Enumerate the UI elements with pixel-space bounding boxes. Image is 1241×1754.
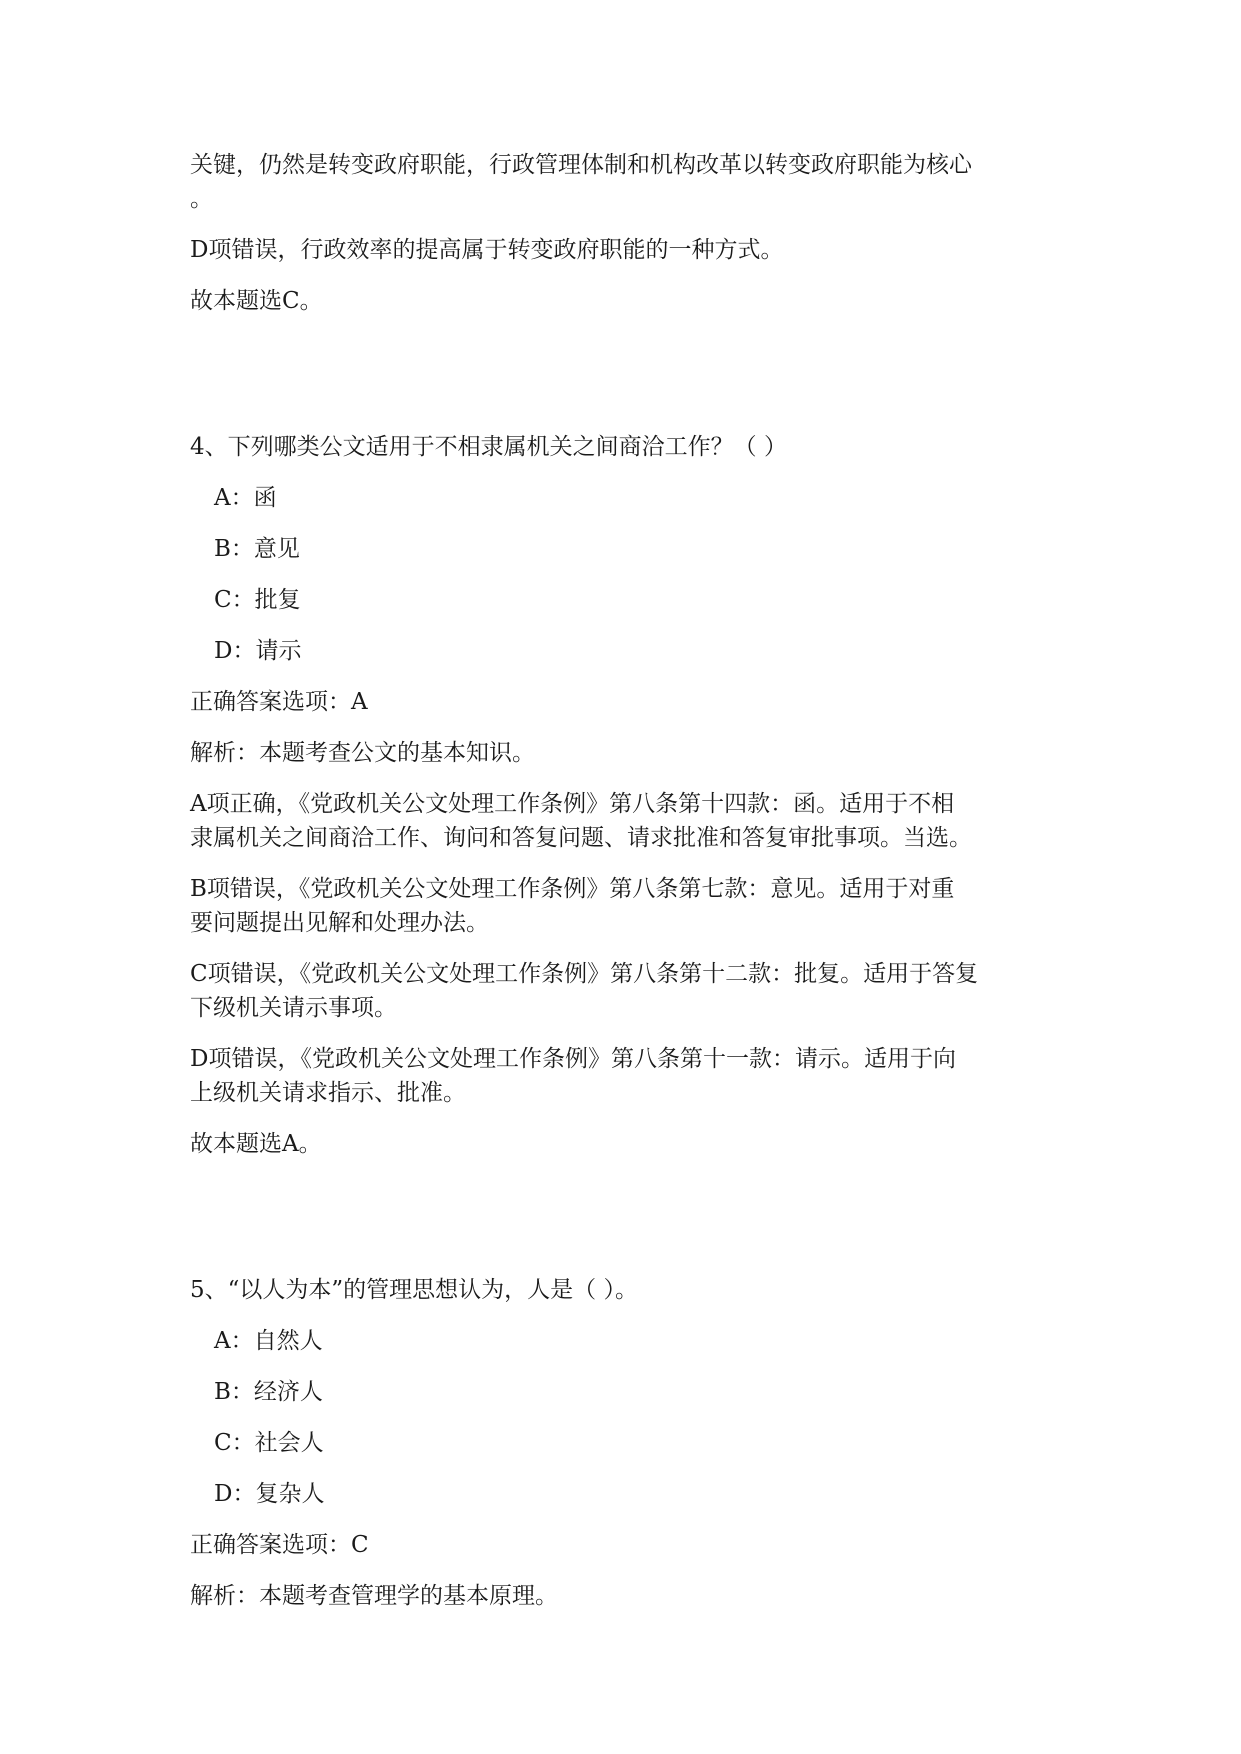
text-line: 下级机关请示事项。	[190, 995, 397, 1021]
text-line: 上级机关请求指示、批准。	[190, 1080, 466, 1106]
q5-option-b: B：经济人	[214, 1379, 323, 1405]
q4-analysis: 解析：本题考查公文的基本知识。	[190, 740, 535, 766]
question-5-title: 5、“以人为本”的管理思想认为，人是（ ）。	[190, 1277, 638, 1303]
question-4-title: 4、下列哪类公文适用于不相隶属机关之间商洽工作？（ ）	[190, 434, 787, 460]
q4-explain-b	[190, 872, 1070, 940]
q4-explain-d	[190, 1042, 1070, 1110]
paragraph-conclusion: 故本题选C。	[190, 288, 323, 314]
text-line: A项正确，《党政机关公文处理工作条例》第八条第十四款：函。适用于不相	[190, 791, 955, 817]
document-page	[190, 148, 1070, 1630]
q4-explain-c	[190, 957, 1070, 1025]
q4-option-c: C：批复	[214, 587, 301, 613]
q5-answer: 正确答案选项：C	[190, 1532, 369, 1558]
q4-option-d: D：请示	[214, 638, 302, 664]
q4-answer: 正确答案选项：A	[190, 689, 368, 715]
spacer	[190, 1178, 1070, 1273]
text-line: 关键，仍然是转变政府职能，行政管理体制和机构改革以转变政府职能为核心	[190, 152, 972, 178]
q4-option-b: B：意见	[214, 536, 300, 562]
q4-conclusion: 故本题选A。	[190, 1131, 322, 1157]
paragraph-continuation	[190, 148, 1070, 216]
text-line: 。	[190, 186, 213, 212]
q5-option-a: A：自然人	[214, 1328, 323, 1354]
text-line: B项错误，《党政机关公文处理工作条例》第八条第七款：意见。适用于对重	[190, 876, 955, 902]
paragraph-d-explanation: D项错误，行政效率的提高属于转变政府职能的一种方式。	[190, 237, 784, 263]
q5-option-d: D：复杂人	[214, 1481, 325, 1507]
spacer	[190, 335, 1070, 430]
q4-option-a: A：函	[214, 485, 277, 511]
text-line: D项错误，《党政机关公文处理工作条例》第八条第十一款：请示。适用于向	[190, 1046, 956, 1072]
text-line: 要问题提出见解和处理办法。	[190, 910, 489, 936]
text-line: 隶属机关之间商洽工作、询问和答复问题、请求批准和答复审批事项。当选。	[190, 825, 972, 851]
q5-analysis: 解析：本题考查管理学的基本原理。	[190, 1583, 558, 1609]
q4-explain-a	[190, 787, 1070, 855]
q5-option-c: C：社会人	[214, 1430, 324, 1456]
text-line: C项错误，《党政机关公文处理工作条例》第八条第十二款：批复。适用于答复	[190, 961, 979, 987]
